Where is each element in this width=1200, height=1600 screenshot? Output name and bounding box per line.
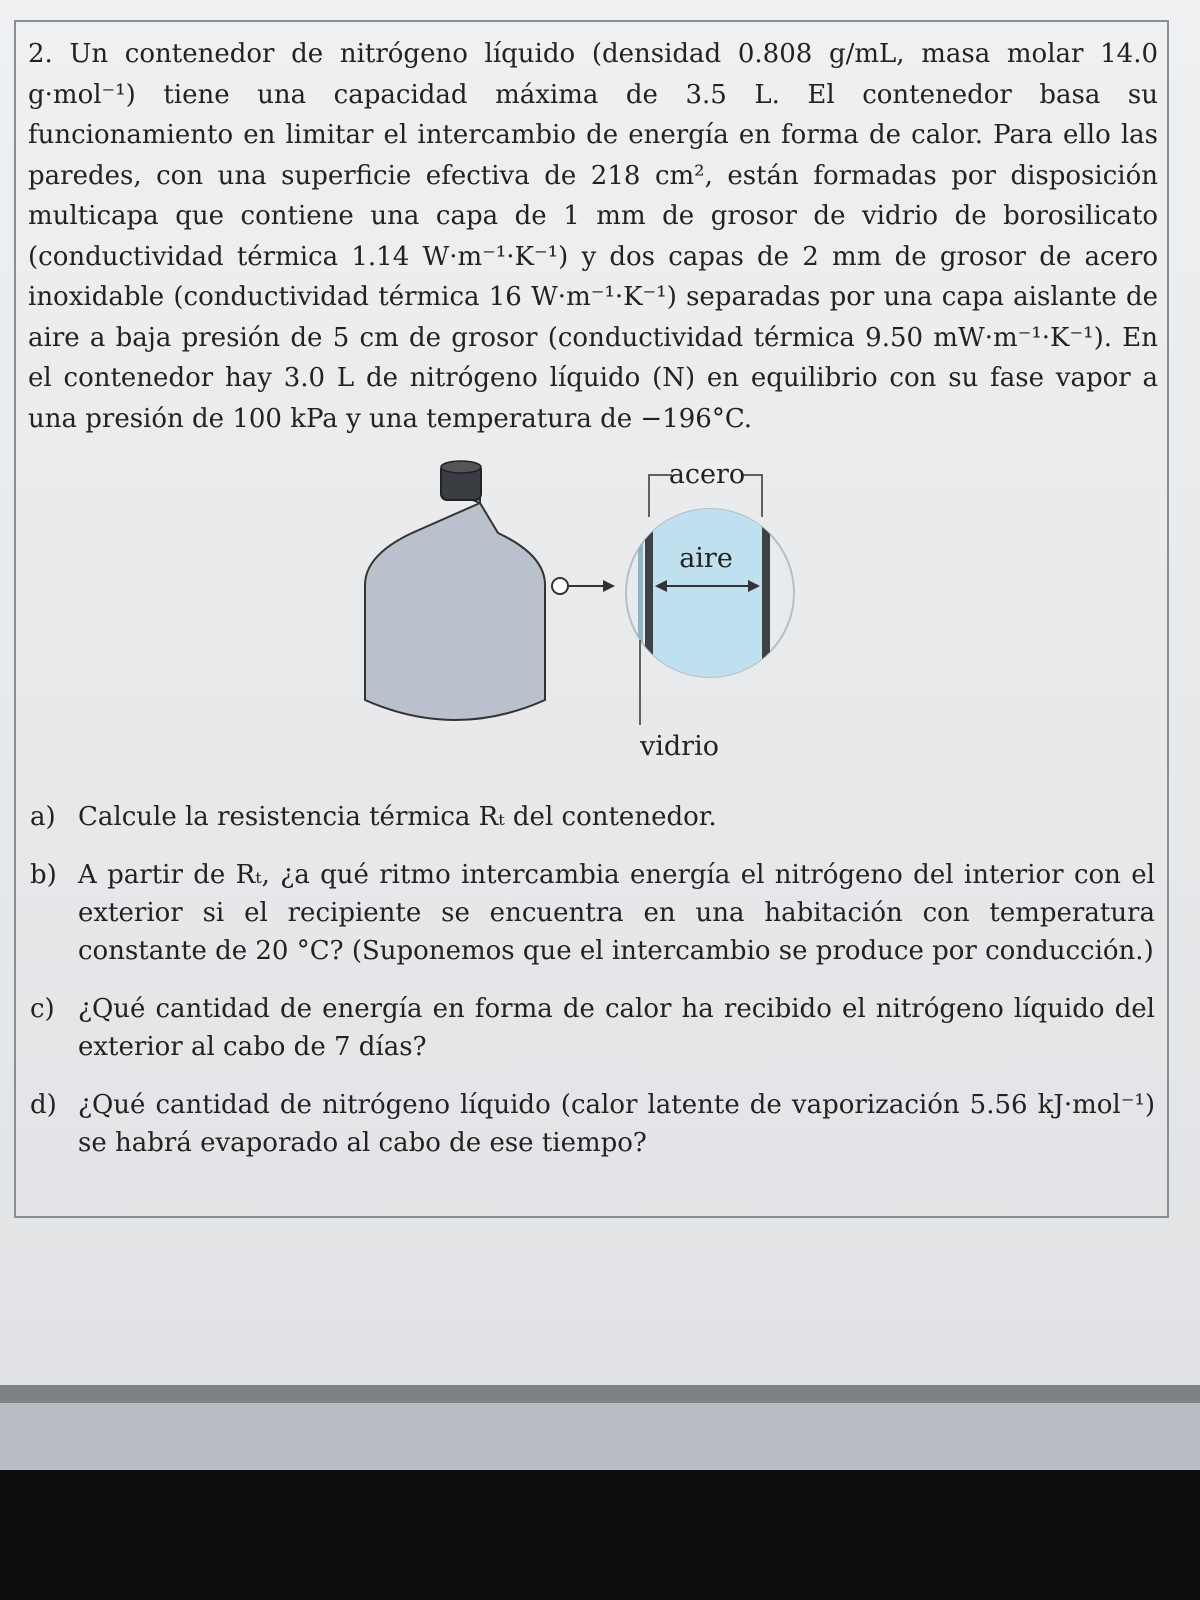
question-letter: d) <box>30 1090 57 1120</box>
problem-number: 2. <box>28 39 53 69</box>
question-text: ¿Qué cantidad de energía en forma de calor ha recibido el nitrógeno líquido del exterior al cabo de 7 días? <box>78 994 1155 1062</box>
question-letter: c) <box>30 994 55 1024</box>
taskbar <box>0 1403 1200 1470</box>
acero-label: acero <box>668 459 746 490</box>
question-text: A partir de Rₜ, ¿a qué ritmo intercambia energía el nitrógeno del interior con el exterior si el recipiente se encuentra en una habitación con temperatura constante de 20 °C? (Suponemos que el intercambio se produce por conducción.) <box>78 860 1155 966</box>
question-text: ¿Qué cantidad de nitrógeno líquido (calor latente de vaporización 5.56 kJ·mol⁻¹) se habrá evaporado al cabo de ese tiempo? <box>78 1090 1155 1158</box>
question-letter: b) <box>30 860 57 890</box>
air-layer <box>652 495 764 695</box>
vidrio-label: vidrio <box>640 731 719 762</box>
wall-pointer-arrow <box>603 580 615 592</box>
window-bottom-edge <box>0 1385 1200 1403</box>
question-letter: a) <box>30 802 56 832</box>
diagram-svg <box>350 455 850 785</box>
container-cap-top <box>441 461 481 473</box>
problem-text: Un contenedor de nitrógeno líquido (densidad 0.808 g/mL, masa molar 14.0 g·mol⁻¹) tiene una capacidad máxima de 3.5 L. El contenedor basa su funcionamiento en limitar el intercambio de energía en forma de calor. Para ello las paredes, con una superficie efectiva de 218 cm², están formadas por disposición multicapa que contiene una capa de 1 mm de grosor de vidrio de borosilicato (conductividad térmica 1.14 W·m⁻¹·K⁻¹) y dos capas de 2 mm de grosor de acero inoxidable (conductividad térmica 16 W·m⁻¹·K⁻¹) separadas por una capa aislante de aire a baja presión de 5 cm de grosor (conductividad térmica 9.50 mW·m⁻¹·K⁻¹). En el contenedor hay 3.0 L de nitrógeno líquido (N) en equilibrio con su fase vapor a una presión de 100 kPa y una temperatura de −196°C. <box>28 39 1158 434</box>
container-body <box>365 493 545 720</box>
monitor-bezel <box>0 1470 1200 1600</box>
outer-steel-layer <box>762 495 770 695</box>
question-list <box>30 798 1155 1182</box>
aire-label: aire <box>679 543 733 574</box>
inner-steel-layer <box>645 495 653 695</box>
problem-statement <box>28 34 1158 439</box>
question-text: Calcule la resistencia térmica Rₜ del contenedor. <box>78 802 717 832</box>
question-d <box>30 1086 1155 1162</box>
question-a <box>30 798 1155 836</box>
question-b <box>30 856 1155 970</box>
wall-marker <box>552 578 568 594</box>
container-diagram <box>350 455 850 785</box>
question-c <box>30 990 1155 1066</box>
